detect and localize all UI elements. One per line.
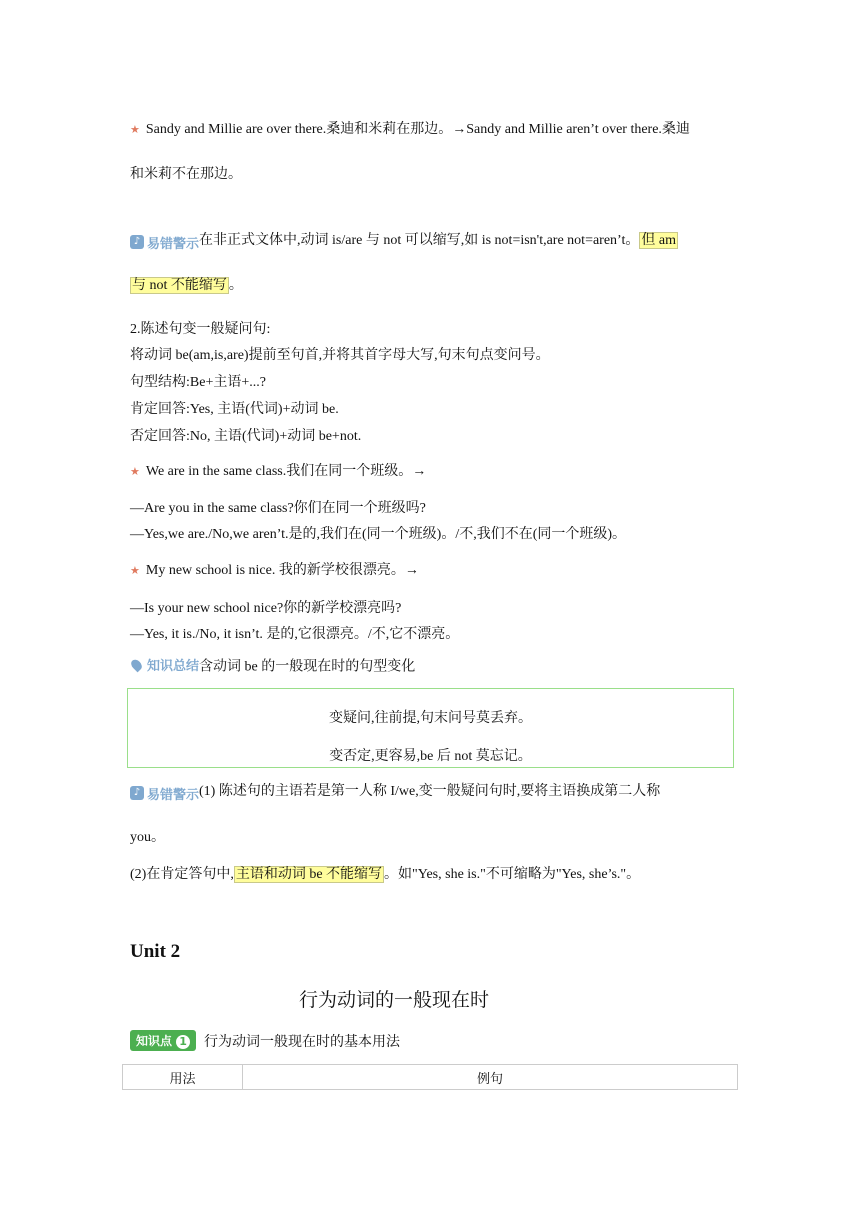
star-icon: ★ [130, 565, 140, 577]
punctuation: 。 [228, 278, 243, 293]
rule-line: 将动词 be(am,is,are)提前至句首,并将其首字母大写,句末句点变问号。 [130, 348, 550, 363]
warning-block-1 [130, 229, 678, 252]
highlight-text: 但 am [641, 233, 676, 248]
star-icon: ★ [130, 466, 140, 478]
badge-number: 1 [176, 1035, 190, 1049]
section-title: 行为动词的一般现在时 [298, 989, 489, 1011]
dialogue-answer: —Yes,we are./No,we aren’t.是的,我们在(同一个班级)。/不,我们不在(同一个班级)。 [130, 527, 627, 542]
example-sentence-1 [130, 118, 690, 138]
example-sentence-1-cont: 和米莉不在那边。 [130, 167, 242, 182]
summary-tag: 知识总结 [130, 655, 199, 674]
rule-line: 肯定回答:Yes, 主语(代词)+动词 be. [130, 402, 339, 417]
dialogue-question: —Is your new school nice?你的新学校漂亮吗? [130, 601, 402, 616]
warning-text: 。如"Yes, she is."不可缩略为"Yes, she’s."。 [384, 867, 641, 882]
knowledge-point-badge: 知识点 1 [130, 1030, 196, 1051]
mnemonic-line: 变否定,更容易,be 后 not 莫忘记。 [329, 749, 532, 764]
warning-tag: ♪ 易错警示 [130, 784, 199, 803]
mnemonic-box [127, 688, 734, 768]
rule-line: 否定回答:No, 主语(代词)+动词 be+not. [130, 429, 362, 444]
knowledge-point [130, 1030, 400, 1051]
example-sentence-3 [130, 559, 419, 579]
warning-text: 在非正式文体中,动词 is/are 与 not 可以缩写,如 is not=isn't,are not=aren’t。 [199, 233, 640, 248]
mnemonic-line: 变疑问,往前提,句末问号莫丢弃。 [329, 711, 532, 726]
example-text: We are in the same class.我们在同一个班级。→ [145, 464, 427, 479]
warning-block-2-point-2 [130, 863, 640, 883]
bell-icon: ♪ [130, 235, 144, 249]
warning-block-2 [130, 780, 660, 803]
warning-tag: ♪ 易错警示 [130, 233, 199, 252]
summary-text: 含动词 be 的一般现在时的句型变化 [199, 659, 416, 675]
warning-block-2-cont: you。 [130, 830, 165, 845]
usage-table [122, 1064, 738, 1090]
knowledge-point-title: 行为动词一般现在时的基本用法 [204, 1034, 401, 1050]
location-pin-icon [129, 657, 144, 672]
example-text: My new school is nice. 我的新学校很漂亮。→ [145, 563, 419, 578]
warning-block-1-cont [130, 274, 243, 294]
example-text: Sandy and Millie are over there.桑迪和米莉在那边。→Sandy and Millie aren’t over there.桑迪 [145, 122, 690, 137]
table-header-cell: 用法 [123, 1065, 243, 1090]
rule-line: 句型结构:Be+主语+...? [130, 375, 266, 390]
warning-text: (2)在肯定答句中, [130, 867, 234, 882]
summary-block [130, 655, 415, 676]
highlight-text: 主语和动词 be 不能缩写 [235, 867, 383, 882]
dialogue-question: —Are you in the same class?你们在同一个班级吗? [130, 501, 426, 516]
bell-icon: ♪ [130, 786, 144, 800]
rule-heading: 2.陈述句变一般疑问句: [130, 322, 271, 337]
warning-text: (1) 陈述句的主语若是第一人称 I/we,变一般疑问句时,要将主语换成第二人称 [199, 784, 661, 799]
table-header-row [123, 1065, 738, 1090]
star-icon: ★ [130, 124, 140, 136]
unit-heading: Unit 2 [130, 941, 181, 962]
highlight-text: 与 not 不能缩写 [132, 278, 227, 293]
dialogue-answer: —Yes, it is./No, it isn’t. 是的,它很漂亮。/不,它不漂亮。 [130, 627, 460, 642]
example-sentence-2 [130, 460, 426, 480]
table-header-cell: 例句 [243, 1065, 738, 1090]
